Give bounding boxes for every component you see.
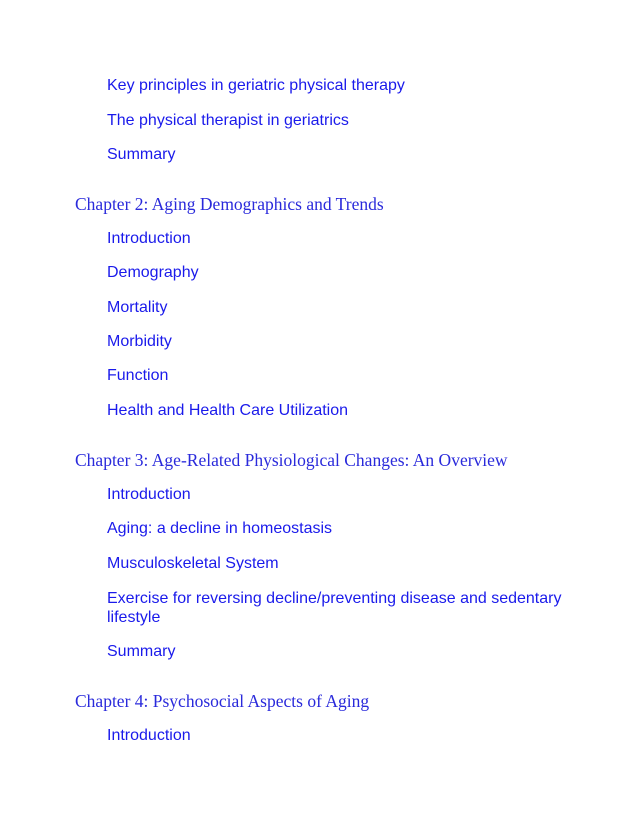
toc-link-introduction-ch3[interactable]: Introduction bbox=[107, 486, 191, 503]
toc-link-key-principles[interactable]: Key principles in geriatric physical therapy bbox=[107, 77, 405, 94]
toc-link-health-care-utilization[interactable]: Health and Health Care Utilization bbox=[107, 402, 349, 419]
toc-link-exercise[interactable]: Exercise for reversing decline/preventing disease and sedentary lifestyle bbox=[107, 590, 562, 626]
toc-link-aging-homeostasis[interactable]: Aging: a decline in homeostasis bbox=[107, 520, 333, 537]
toc-link-demography[interactable]: Demography bbox=[107, 264, 199, 281]
toc-link-morbidity[interactable]: Morbidity bbox=[107, 333, 172, 350]
toc-chapter-4[interactable]: Chapter 4: Psychosocial Aspects of Aging bbox=[75, 691, 370, 711]
toc-link-introduction-ch2[interactable]: Introduction bbox=[107, 230, 191, 247]
toc-link-introduction-ch4[interactable]: Introduction bbox=[107, 727, 191, 744]
toc-link-mortality[interactable]: Mortality bbox=[107, 299, 168, 316]
toc-link-summary-ch3[interactable]: Summary bbox=[107, 643, 176, 660]
toc-chapter-3[interactable]: Chapter 3: Age-Related Physiological Changes: An Overview bbox=[75, 450, 508, 470]
toc-link-musculoskeletal[interactable]: Musculoskeletal System bbox=[107, 555, 279, 572]
toc-link-summary-ch1[interactable]: Summary bbox=[107, 146, 176, 163]
toc-link-physical-therapist[interactable]: The physical therapist in geriatrics bbox=[107, 112, 349, 129]
toc-chapter-2[interactable]: Chapter 2: Aging Demographics and Trends bbox=[75, 194, 384, 214]
toc-link-function[interactable]: Function bbox=[107, 367, 169, 384]
